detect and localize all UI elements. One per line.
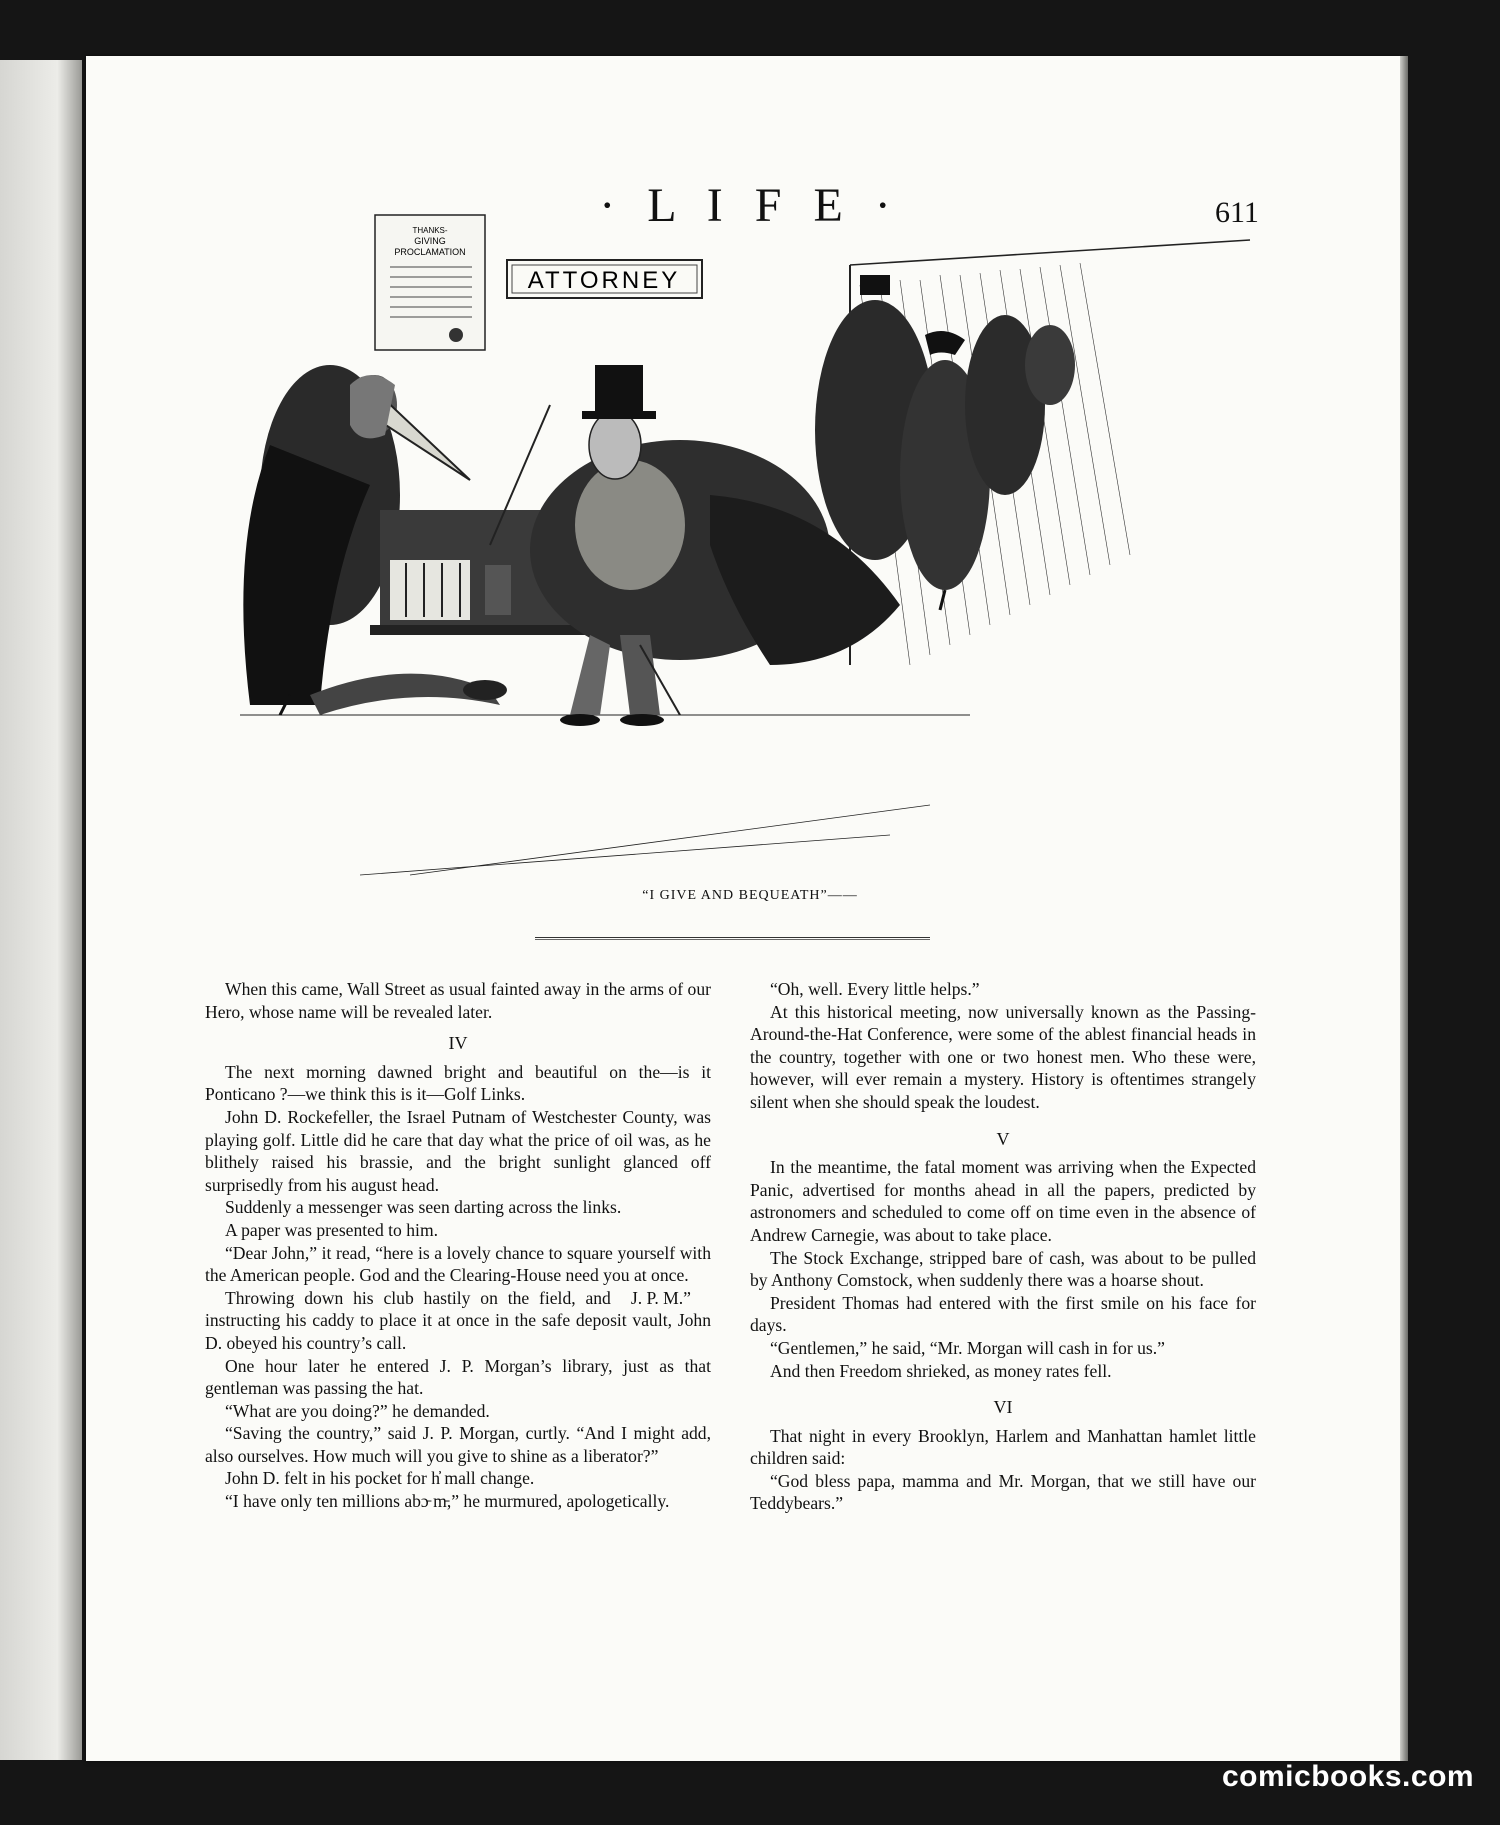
paragraph: In the meantime, the fatal moment was arriving when the Expected Panic, advertised for months ahead in all the papers, predicted by astronomers and scheduled to come off on time even in the absence of Andrew Carnegie, was about to take place.	[750, 1157, 1256, 1245]
letter-text: “Dear John,” it read, “here is a lovely chance to square yourself with the American people. God and the Clearing-House need you at once.	[205, 1242, 711, 1286]
left-column	[205, 978, 711, 1513]
paragraph: John D. felt in his pocket for h̓ mall change.	[225, 1468, 535, 1489]
watermark: comicbooks.com	[1222, 1760, 1475, 1793]
section-heading: IV	[448, 1033, 468, 1054]
paragraph: When this came, Wall Street as usual fainted away in the arms of our Hero, whose name will be revealed later.	[205, 979, 711, 1022]
paragraph: Throwing down his club hastily on the field, and instructing his caddy to place it at once in the safe deposit vault, John D. obeyed his country’s call.	[205, 1287, 711, 1353]
sign-text: ATTORNEY	[527, 267, 681, 294]
paragraph: “I have only ten millions abɔ̵ m̵,” he murmured, apologetically.	[225, 1491, 670, 1512]
paragraph: “Gentlemen,” he said, “Mr. Morgan will cash in for us.”	[770, 1337, 1165, 1358]
paragraph: And then Freedom shrieked, as money rates fell.	[770, 1360, 1112, 1381]
cartoon-illustration	[210, 226, 1260, 885]
paragraph: One hour later he entered J. P. Morgan’s library, just as that gentleman was passing the hat.	[205, 1355, 711, 1399]
attorney-sign	[507, 260, 702, 298]
section-heading: V	[996, 1128, 1010, 1149]
figure-on-floor	[310, 674, 507, 715]
page-number: 611	[1215, 196, 1259, 229]
right-column	[750, 978, 1256, 1515]
paragraph	[205, 1242, 711, 1308]
paragraph: That night in every Brooklyn, Harlem and Manhattan hamlet little children said:	[750, 1425, 1256, 1469]
poster-line: THANKS-	[412, 226, 448, 235]
illustration-caption: “I GIVE AND BEQUEATH”——	[642, 888, 858, 903]
paragraph: “Saving the country,” said J. P. Morgan, curtly. “And I might add, also ourselves. How much will you give to shine as a liberator?”	[205, 1423, 711, 1466]
section-divider	[535, 937, 930, 940]
paragraph: President Thomas had entered with the first smile on his face for days.	[750, 1292, 1256, 1336]
poster-line: GIVING	[414, 236, 446, 246]
letter-signature: J. P. M.”	[630, 1287, 691, 1308]
previous-page-edge	[0, 60, 82, 1760]
paragraph: The next morning dawned bright and beautiful on the—is it Ponticano ?—we think this is it—Golf Links.	[205, 1061, 711, 1105]
paragraph: Suddenly a messenger was seen darting across the links.	[225, 1197, 622, 1218]
paragraph: The Stock Exchange, stripped bare of cash, was about to be pulled by Anthony Comstock, when suddenly there was a hoarse shout.	[750, 1247, 1256, 1291]
paragraph: At this historical meeting, now universally known as the Passing-Around-the-Hat Conference, were some of the ablest financial heads in the country, together with one or two honest men. Who these were, however, will ever remain a mystery. History is oftentimes strangely silent when she should speak the loudest.	[750, 1001, 1256, 1112]
paragraph: “God bless papa, mamma and Mr. Morgan, that we still have our Teddybears.”	[750, 1470, 1256, 1514]
masthead: · L I F E ·	[599, 179, 901, 232]
poster-line: PROCLAMATION	[394, 247, 466, 257]
section-heading: VI	[993, 1397, 1013, 1418]
paragraph: A paper was presented to him.	[225, 1219, 439, 1240]
paragraph: John D. Rockefeller, the Israel Putnam of Westchester County, was playing golf. Little did he care that day what the price of oil was, as he blithely raised his brassie, and the bright sunlight glanced off surprisedly from his august head.	[205, 1106, 711, 1195]
page-edge	[1400, 56, 1408, 1761]
proclamation-poster	[375, 215, 485, 350]
paragraph: “What are you doing?” he demanded.	[225, 1400, 490, 1421]
paragraph: “Oh, well. Every little helps.”	[770, 979, 980, 999]
